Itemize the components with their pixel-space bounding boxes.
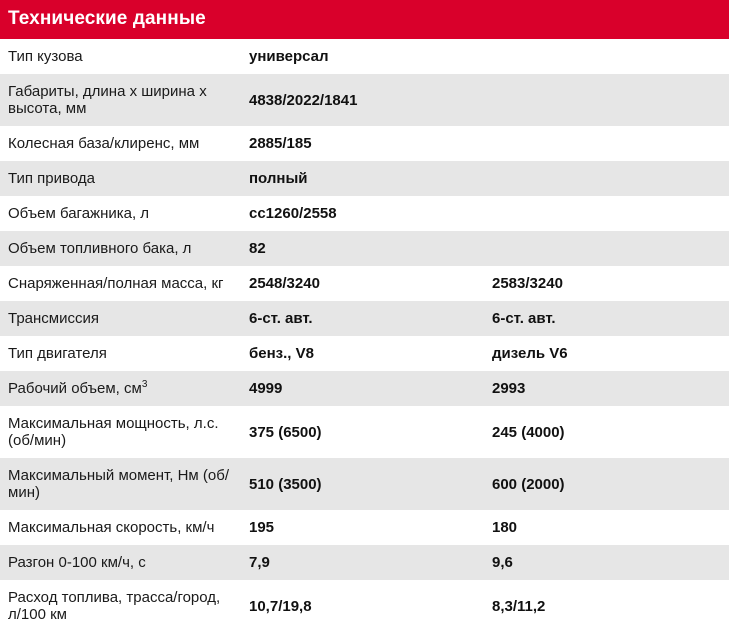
- row-value-1: 6-ст. авт.: [243, 301, 486, 336]
- row-value-1: 2885/185: [243, 126, 486, 161]
- table-row: [0, 161, 729, 196]
- row-value-1: 4838/2022/1841: [243, 74, 486, 126]
- row-value-2: 6-ст. авт.: [486, 301, 729, 336]
- row-value-1: 7,9: [243, 545, 486, 580]
- row-value-2: [486, 74, 729, 126]
- row-value-1: 2548/3240: [243, 266, 486, 301]
- row-value-2: 2993: [486, 371, 729, 406]
- row-label: Тип двигателя: [0, 336, 243, 371]
- row-value-2: [486, 126, 729, 161]
- row-value-1: cc1260/2558: [243, 196, 486, 231]
- row-label: Рабочий объем, $см^3$: [0, 371, 243, 406]
- row-value-1: 10,7/19,8: [243, 580, 486, 632]
- row-value-2: 245 (4000): [486, 406, 729, 458]
- row-label: Максимальный момент, Нм (об/мин): [0, 458, 243, 510]
- row-value-1: 82: [243, 231, 486, 266]
- page-title: Технические данные: [0, 0, 729, 39]
- row-label: Максимальная мощность, л.с. (об/мин): [0, 406, 243, 458]
- table-row: [0, 266, 729, 301]
- row-label: Тип привода: [0, 161, 243, 196]
- table-row: [0, 301, 729, 336]
- row-label: Объем топливного бака, л: [0, 231, 243, 266]
- row-value-2: 9,6: [486, 545, 729, 580]
- table-row: [0, 74, 729, 126]
- row-label: Снаряженная/полная масса, кг: [0, 266, 243, 301]
- row-value-1: 4999: [243, 371, 486, 406]
- table-row: [0, 231, 729, 266]
- row-value-2: [486, 161, 729, 196]
- row-value-1: полный: [243, 161, 486, 196]
- table-row: [0, 371, 729, 406]
- row-label: Максимальная скорость, км/ч: [0, 510, 243, 545]
- row-value-1: 510 (3500): [243, 458, 486, 510]
- row-label: Габариты, длина х ширина х высота, мм: [0, 74, 243, 126]
- row-value-2: дизель V6: [486, 336, 729, 371]
- table-row: [0, 126, 729, 161]
- row-label: Расход топлива, трасса/город, л/100 км: [0, 580, 243, 632]
- row-label: Колесная база/клиренс, мм: [0, 126, 243, 161]
- row-value-2: 600 (2000): [486, 458, 729, 510]
- row-value-1: 375 (6500): [243, 406, 486, 458]
- table-row: [0, 545, 729, 580]
- row-value-1: 195: [243, 510, 486, 545]
- table-row: [0, 406, 729, 458]
- row-value-2: [486, 231, 729, 266]
- table-row: [0, 458, 729, 510]
- table-row: [0, 510, 729, 545]
- table-row: [0, 580, 729, 632]
- table-row: [0, 336, 729, 371]
- row-label: Объем багажника, л: [0, 196, 243, 231]
- table-row: [0, 196, 729, 231]
- row-value-2: 2583/3240: [486, 266, 729, 301]
- row-value-2: 8,3/11,2: [486, 580, 729, 632]
- row-value-1: универсал: [243, 39, 486, 74]
- row-label: Тип кузова: [0, 39, 243, 74]
- row-value-2: 180: [486, 510, 729, 545]
- row-label: Трансмиссия: [0, 301, 243, 336]
- superscript-3: 3: [141, 379, 148, 390]
- row-value-1: бенз., V8: [243, 336, 486, 371]
- row-value-2: [486, 196, 729, 231]
- row-label: Разгон 0-100 км/ч, с: [0, 545, 243, 580]
- table-row: [0, 39, 729, 74]
- row-value-2: [486, 39, 729, 74]
- table-title-row: [0, 0, 729, 39]
